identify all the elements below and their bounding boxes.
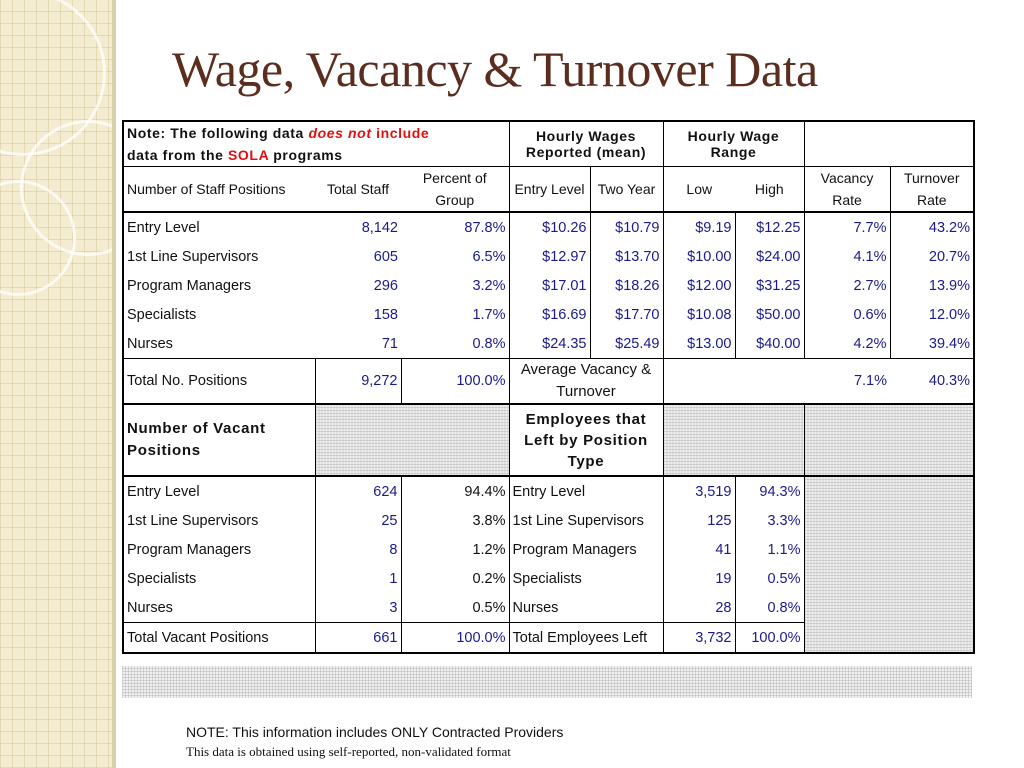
vacant-position-name: Specialists	[123, 564, 315, 593]
left-count: 28	[663, 593, 735, 623]
col-header-turnover-line2: Rate	[916, 192, 947, 208]
left-count: 19	[663, 564, 735, 593]
entry-wage: $10.26	[509, 212, 590, 242]
left-header-line3: Type	[567, 452, 605, 470]
vacant-count: 8	[315, 535, 401, 564]
total-staff: 8,142	[361, 219, 398, 236]
positions-body	[123, 212, 974, 359]
high-wage: $24.00	[735, 242, 804, 271]
average-vacancy-line1: Average Vacancy &	[520, 361, 652, 378]
hatched-cell	[663, 404, 804, 476]
left-percent: 94.3%	[735, 476, 804, 506]
left-percent: 3.3%	[735, 506, 804, 535]
left-position-name: Program Managers	[509, 535, 663, 564]
two-year-wage: $18.26	[590, 271, 663, 300]
left-position-name: Nurses	[509, 593, 663, 623]
turnover-rate: 20.7%	[890, 242, 974, 271]
header-row-1	[123, 121, 974, 167]
col-header-vacancy	[804, 167, 890, 213]
total-staff: 71	[315, 329, 401, 359]
col-header-entry-text: Entry Level	[514, 181, 585, 197]
hatched-cell	[315, 404, 509, 476]
total-staff: 296	[373, 277, 398, 294]
vacant-body	[123, 476, 974, 653]
vacant-percent: 94.4%	[401, 476, 509, 506]
col-header-percent-line1: Percent of	[422, 170, 487, 186]
col-header-vacancy-line2: Rate	[832, 192, 862, 208]
left-header	[509, 404, 663, 476]
entry-wage: $12.97	[509, 242, 590, 271]
col-header-positions	[123, 167, 315, 213]
left-count: 125	[663, 506, 735, 535]
left-position-name: 1st Line Supervisors	[509, 506, 663, 535]
left-position-name: Specialists	[509, 564, 663, 593]
table-row	[123, 476, 974, 506]
col-header-percent-line2: Group	[435, 192, 475, 208]
low-wage: $12.00	[663, 271, 735, 300]
note-cell	[123, 121, 509, 167]
entry-wage: $17.01	[509, 271, 590, 300]
hourly-wages-header	[509, 121, 663, 167]
entry-wage: $24.35	[509, 329, 590, 359]
vacant-position-name: 1st Line Supervisors	[123, 506, 315, 535]
vacant-total-percent: 100.0%	[401, 623, 509, 654]
vacant-position-name: Nurses	[123, 593, 315, 623]
wage-range-label: Hourly Wage	[687, 128, 780, 144]
left-count: 3,519	[663, 476, 735, 506]
col-header-turnover-line1: Turnover	[903, 170, 960, 186]
vacancy-rate: 4.2%	[804, 329, 890, 359]
vacant-header-line1: Number of Vacant	[127, 420, 266, 437]
left-total-label: Total Employees Left	[509, 623, 663, 654]
col-header-percent	[401, 167, 509, 213]
vacant-percent: 0.2%	[401, 564, 509, 593]
two-year-wage: $25.49	[590, 329, 663, 359]
low-wage: $9.19	[663, 212, 735, 242]
hatched-bottom-band	[122, 666, 972, 698]
left-percent: 0.5%	[735, 564, 804, 593]
table-row	[123, 271, 974, 300]
wage-range-sublabel: Range	[710, 144, 757, 160]
col-header-turnover	[890, 167, 974, 213]
note-prefix: Note: The following data	[127, 125, 304, 141]
totals-staff: 9,272	[315, 359, 401, 405]
col-header-positions-text: Number of Staff Positions	[127, 181, 286, 197]
totals-row	[123, 359, 974, 405]
left-header-line2: Left by Position	[524, 431, 648, 449]
percent-group: 0.8%	[401, 329, 509, 359]
col-header-total-staff	[315, 167, 401, 213]
left-total-count: 3,732	[663, 623, 735, 654]
col-header-high-text: High	[754, 181, 784, 197]
vacant-total-label: Total Vacant Positions	[123, 623, 315, 654]
col-header-total-staff-text: Total Staff	[326, 181, 389, 197]
left-header-line1: Employees that	[525, 410, 647, 428]
turnover-rate: 13.9%	[890, 271, 974, 300]
average-vacancy-label	[509, 359, 663, 405]
table-row	[123, 242, 974, 271]
high-wage: $12.25	[735, 212, 804, 242]
vacant-count: 1	[315, 564, 401, 593]
average-turnover-rate: 40.3%	[890, 359, 974, 405]
table-row	[123, 212, 974, 242]
vacant-percent: 0.5%	[401, 593, 509, 623]
turnover-rate: 43.2%	[890, 212, 974, 242]
position-name: Specialists	[123, 300, 315, 329]
hatched-cell	[804, 404, 974, 476]
percent-group: 87.8%	[464, 219, 506, 236]
total-staff: 158	[373, 306, 398, 323]
position-name: 1st Line Supervisors	[123, 242, 315, 271]
high-wage: $31.25	[735, 271, 804, 300]
percent-group: 6.5%	[472, 248, 506, 265]
low-wage: $10.08	[663, 300, 735, 329]
high-wage: $40.00	[735, 329, 804, 359]
low-wage: $13.00	[663, 329, 735, 359]
totals-percent: 100.0%	[401, 359, 509, 405]
left-count: 41	[663, 535, 735, 564]
entry-wage: $16.69	[509, 300, 590, 329]
vacant-position-name: Entry Level	[123, 476, 315, 506]
vacant-count: 3	[315, 593, 401, 623]
note-sola: SOLA	[227, 147, 269, 163]
hourly-wages-label: Hourly Wages	[535, 128, 637, 144]
col-header-two-year-text: Two Year	[597, 181, 656, 197]
vacant-count: 25	[315, 506, 401, 535]
footnote-contracted: NOTE: This information includes ONLY Contracted Providers	[186, 724, 564, 740]
vacancy-rate: 0.6%	[804, 300, 890, 329]
vacant-count: 624	[315, 476, 401, 506]
decorative-sidebar	[0, 0, 115, 768]
totals-label: Total No. Positions	[123, 359, 315, 405]
col-header-high	[735, 167, 804, 213]
sidebar-divider	[112, 0, 116, 768]
vacancy-rate: 7.7%	[804, 212, 890, 242]
turnover-rate: 39.4%	[890, 329, 974, 359]
left-percent: 0.8%	[735, 593, 804, 623]
left-position-name: Entry Level	[509, 476, 663, 506]
col-header-entry	[509, 167, 590, 213]
vacant-header-row	[123, 404, 974, 476]
turnover-rate: 12.0%	[890, 300, 974, 329]
vacant-header-line2: Positions	[127, 442, 201, 459]
two-year-wage: $13.70	[590, 242, 663, 271]
hatched-cell	[804, 476, 974, 653]
col-header-two-year	[590, 167, 663, 213]
wage-range-header	[663, 121, 804, 167]
table-row	[123, 300, 974, 329]
position-name: Entry Level	[123, 212, 315, 242]
left-total-percent: 100.0%	[735, 623, 804, 654]
average-vacancy-line2: Turnover	[556, 383, 616, 400]
note-line2: data from the	[127, 147, 224, 163]
two-year-wage: $17.70	[590, 300, 663, 329]
col-header-low	[663, 167, 735, 213]
total-staff: 605	[373, 248, 398, 265]
header-row-2	[123, 167, 974, 213]
vacant-percent: 1.2%	[401, 535, 509, 564]
vacant-position-name: Program Managers	[123, 535, 315, 564]
wage-vacancy-table	[122, 120, 975, 654]
note-emphasis: does not	[308, 125, 372, 141]
blank-cell	[663, 359, 804, 405]
col-header-vacancy-line1: Vacancy	[820, 170, 874, 186]
vacancy-rate: 2.7%	[804, 271, 890, 300]
note-line2-end: programs	[273, 147, 343, 163]
low-wage: $10.00	[663, 242, 735, 271]
note-include: include	[376, 125, 430, 141]
left-percent: 1.1%	[735, 535, 804, 564]
percent-group: 3.2%	[472, 277, 506, 294]
two-year-wage: $10.79	[590, 212, 663, 242]
table-row	[123, 329, 974, 359]
position-name: Program Managers	[123, 271, 315, 300]
high-wage: $50.00	[735, 300, 804, 329]
vacant-total-count: 661	[315, 623, 401, 654]
slide-title: Wage, Vacancy & Turnover Data	[172, 41, 818, 97]
blank-header	[804, 121, 974, 167]
hourly-wages-sublabel: Reported (mean)	[525, 144, 647, 160]
footnote-self-reported: This data is obtained using self-reported, non-validated format	[186, 744, 511, 759]
vacant-percent: 3.8%	[401, 506, 509, 535]
col-header-low-text: Low	[686, 181, 713, 197]
percent-group: 1.7%	[472, 306, 506, 323]
position-name: Nurses	[123, 329, 315, 359]
vacancy-rate: 4.1%	[804, 242, 890, 271]
vacant-header	[123, 404, 315, 476]
average-vacancy-rate: 7.1%	[804, 359, 890, 405]
